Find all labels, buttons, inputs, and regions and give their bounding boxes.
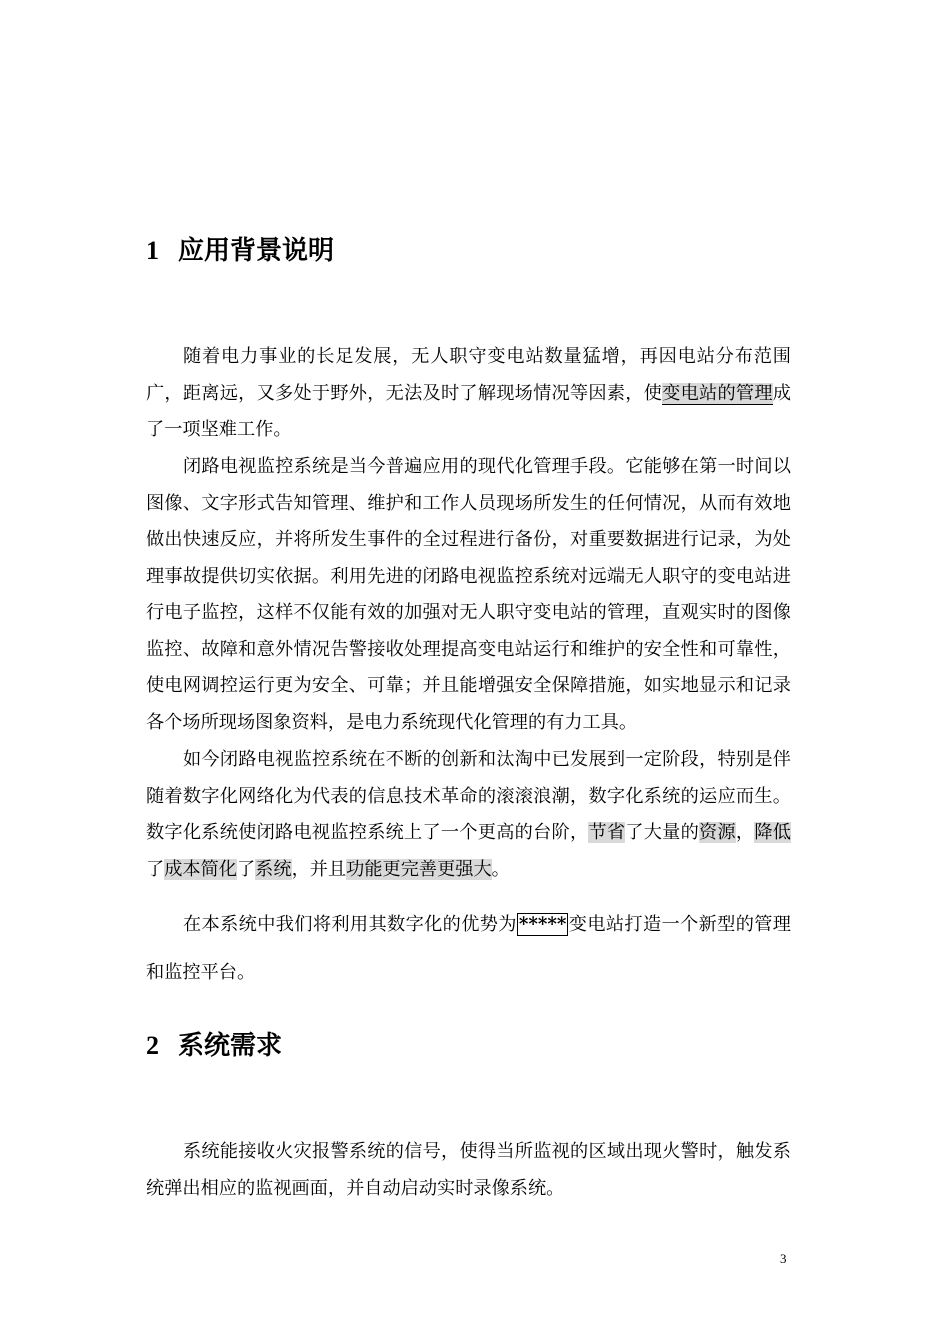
section-2-number: 2	[146, 1031, 159, 1060]
text-run: 了	[146, 858, 165, 880]
text-run: 。	[491, 858, 510, 880]
page-number: 3	[780, 1251, 787, 1266]
text-run: 变电站打造一个新型的管理和监控平台。	[146, 914, 791, 983]
highlighted-text: 成本简化	[164, 858, 237, 880]
section-1-heading	[146, 230, 334, 267]
section-2-paragraph-1: 系统能接收火灾报警系统的信号，使得当所监视的区域出现火警时，触发系统弹出相应的监视画面，并自动启动实时录像系统。	[146, 1141, 791, 1199]
section-2-heading	[146, 1025, 282, 1062]
highlighted-text: 节省	[588, 822, 626, 843]
highlighted-text: 资源	[699, 822, 736, 843]
text-run: 成了一项坚难工作。	[146, 382, 791, 440]
section-1-paragraph-2: 闭路电视监控系统是当今普遍应用的现代化管理手段。它能够在第一时间以图像、文字形式告知管理、维护和工作人员现场所发生的任何情况，从而有效地做出快速反应，并将所发生事件的全过程进行备份，对重要数据进行记录，为处理事故提供切实依据。利用先进的闭路电视监控系统对远端无人职守的变电站进行电子监控，这样不仅能有效的加强对无人职守变电站的管理，直观实时的图像监控、故障和意外情况告警接收处理提高变电站运行和维护的安全性和可靠性，使电网调控运行更为安全、可靠；并且能增强安全保障措施，如实地显示和记录各个场所现场图象资料，是电力系统现代化管理的有力工具。	[146, 456, 791, 733]
highlighted-text: 降低	[754, 822, 791, 843]
redacted-station-name: *****	[518, 914, 567, 935]
text-run: 了大量的	[625, 822, 699, 843]
section-2-title: 系统需求	[178, 1031, 283, 1061]
highlighted-text: 系统	[255, 858, 292, 880]
text-run: 在本系统中我们将利用其数字化的优势为	[183, 914, 517, 935]
section-1-number: 1	[146, 236, 159, 265]
section-1-paragraph-4	[146, 901, 791, 997]
section-1-paragraph-3	[146, 742, 791, 888]
text-run: 了	[236, 858, 256, 880]
section-1-paragraph-1	[146, 339, 791, 449]
text-run: ，	[735, 822, 755, 843]
text-run: 随着电力事业的长足发展，无人职守变电站数量猛增，再因电站分布范围广，距离远，又多处于野外，无法及时了解现场情况等因素，使	[146, 346, 791, 404]
highlighted-text: 变电站的管理	[662, 382, 773, 404]
text-run: 如今闭路电视监控系统在不断的创新和汰淘中已发展到一定阶段，特别是伴随着数字化网络化为代表的信息技术革命的滚滚浪潮，数字化系统的运应而生。数字化系统使闭路电视监控系统上了一个更高的台阶，	[146, 749, 791, 843]
highlighted-text: 功能更完善更强大	[346, 858, 492, 880]
section-1-title: 应用背景说明	[178, 236, 335, 266]
text-run: ，并且	[291, 858, 347, 880]
